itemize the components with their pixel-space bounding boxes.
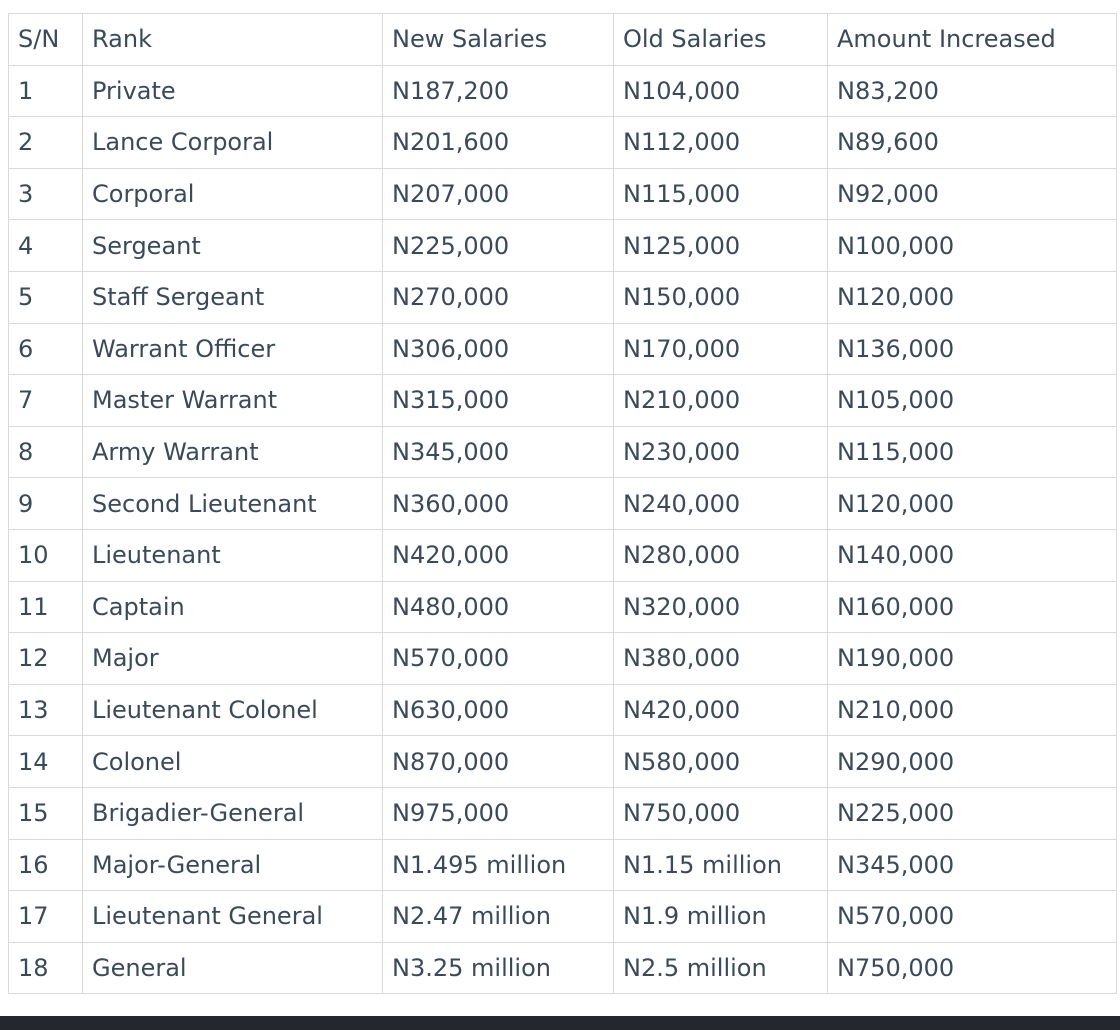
cell-rank: Master Warrant: [83, 375, 383, 427]
cell-rank: General: [83, 942, 383, 994]
cell-amount-increased: N225,000: [828, 787, 1117, 839]
cell-amount-increased: N100,000: [828, 220, 1117, 272]
cell-amount-increased: N89,600: [828, 117, 1117, 169]
cell-sn: 10: [9, 529, 83, 581]
table-row: [9, 736, 1117, 788]
table-row: [9, 942, 1117, 994]
cell-rank: Colonel: [83, 736, 383, 788]
table-body: [9, 65, 1117, 994]
cell-new-salary: N207,000: [383, 168, 614, 220]
cell-new-salary: N480,000: [383, 581, 614, 633]
cell-old-salary: N112,000: [614, 117, 828, 169]
cell-new-salary: N870,000: [383, 736, 614, 788]
cell-sn: 13: [9, 684, 83, 736]
table-header-row: [9, 14, 1117, 66]
cell-sn: 5: [9, 271, 83, 323]
cell-sn: 6: [9, 323, 83, 375]
table-row: [9, 684, 1117, 736]
cell-amount-increased: N92,000: [828, 168, 1117, 220]
table-row: [9, 478, 1117, 530]
cell-new-salary: N201,600: [383, 117, 614, 169]
cell-rank: Major-General: [83, 839, 383, 891]
cell-amount-increased: N345,000: [828, 839, 1117, 891]
table-row: [9, 891, 1117, 943]
cell-old-salary: N125,000: [614, 220, 828, 272]
cell-rank: Staff Sergeant: [83, 271, 383, 323]
table-row: [9, 787, 1117, 839]
cell-old-salary: N2.5 million: [614, 942, 828, 994]
table-row: [9, 65, 1117, 117]
table-row: [9, 220, 1117, 272]
cell-sn: 3: [9, 168, 83, 220]
table-row: [9, 375, 1117, 427]
table-row: [9, 581, 1117, 633]
cell-amount-increased: N570,000: [828, 891, 1117, 943]
cell-rank: Sergeant: [83, 220, 383, 272]
table-row: [9, 323, 1117, 375]
table-row: [9, 426, 1117, 478]
table-row: [9, 529, 1117, 581]
cell-old-salary: N104,000: [614, 65, 828, 117]
cell-old-salary: N115,000: [614, 168, 828, 220]
cell-new-salary: N225,000: [383, 220, 614, 272]
cell-old-salary: N240,000: [614, 478, 828, 530]
cell-new-salary: N306,000: [383, 323, 614, 375]
cell-amount-increased: N105,000: [828, 375, 1117, 427]
table-row: [9, 117, 1117, 169]
cell-amount-increased: N120,000: [828, 271, 1117, 323]
cell-new-salary: N187,200: [383, 65, 614, 117]
cell-sn: 9: [9, 478, 83, 530]
cell-old-salary: N170,000: [614, 323, 828, 375]
cell-amount-increased: N136,000: [828, 323, 1117, 375]
cell-rank: Lance Corporal: [83, 117, 383, 169]
table-row: [9, 271, 1117, 323]
cell-new-salary: N360,000: [383, 478, 614, 530]
cell-sn: 8: [9, 426, 83, 478]
cell-sn: 16: [9, 839, 83, 891]
header-sn: S/N: [9, 14, 83, 66]
cell-new-salary: N315,000: [383, 375, 614, 427]
cell-new-salary: N570,000: [383, 633, 614, 685]
cell-rank: Captain: [83, 581, 383, 633]
header-rank: Rank: [83, 14, 383, 66]
cell-amount-increased: N140,000: [828, 529, 1117, 581]
cell-old-salary: N210,000: [614, 375, 828, 427]
cell-old-salary: N230,000: [614, 426, 828, 478]
cell-new-salary: N345,000: [383, 426, 614, 478]
cell-amount-increased: N83,200: [828, 65, 1117, 117]
cell-sn: 1: [9, 65, 83, 117]
cell-sn: 12: [9, 633, 83, 685]
cell-amount-increased: N115,000: [828, 426, 1117, 478]
table-row: [9, 839, 1117, 891]
header-old-salaries: Old Salaries: [614, 14, 828, 66]
cell-old-salary: N280,000: [614, 529, 828, 581]
cell-new-salary: N270,000: [383, 271, 614, 323]
cell-sn: 11: [9, 581, 83, 633]
cell-sn: 17: [9, 891, 83, 943]
cell-rank: Lieutenant Colonel: [83, 684, 383, 736]
cell-old-salary: N750,000: [614, 787, 828, 839]
cell-rank: Private: [83, 65, 383, 117]
cell-sn: 7: [9, 375, 83, 427]
cell-new-salary: N3.25 million: [383, 942, 614, 994]
cell-sn: 14: [9, 736, 83, 788]
cell-rank: Major: [83, 633, 383, 685]
bottom-bar: [0, 1016, 1120, 1030]
cell-amount-increased: N190,000: [828, 633, 1117, 685]
cell-old-salary: N150,000: [614, 271, 828, 323]
cell-old-salary: N420,000: [614, 684, 828, 736]
cell-new-salary: N1.495 million: [383, 839, 614, 891]
cell-old-salary: N380,000: [614, 633, 828, 685]
cell-old-salary: N580,000: [614, 736, 828, 788]
header-amount-increased: Amount Increased: [828, 14, 1117, 66]
cell-rank: Army Warrant: [83, 426, 383, 478]
table-row: [9, 168, 1117, 220]
cell-rank: Brigadier-General: [83, 787, 383, 839]
cell-old-salary: N1.9 million: [614, 891, 828, 943]
cell-new-salary: N975,000: [383, 787, 614, 839]
cell-amount-increased: N120,000: [828, 478, 1117, 530]
cell-sn: 18: [9, 942, 83, 994]
cell-new-salary: N630,000: [383, 684, 614, 736]
cell-rank: Lieutenant General: [83, 891, 383, 943]
cell-sn: 4: [9, 220, 83, 272]
cell-amount-increased: N160,000: [828, 581, 1117, 633]
table-row: [9, 633, 1117, 685]
cell-new-salary: N2.47 million: [383, 891, 614, 943]
cell-sn: 2: [9, 117, 83, 169]
cell-rank: Second Lieutenant: [83, 478, 383, 530]
cell-old-salary: N320,000: [614, 581, 828, 633]
cell-amount-increased: N210,000: [828, 684, 1117, 736]
cell-sn: 15: [9, 787, 83, 839]
cell-rank: Warrant Officer: [83, 323, 383, 375]
salary-table: [8, 13, 1117, 994]
header-new-salaries: New Salaries: [383, 14, 614, 66]
salary-table-container: [8, 13, 1116, 994]
cell-rank: Corporal: [83, 168, 383, 220]
cell-old-salary: N1.15 million: [614, 839, 828, 891]
cell-amount-increased: N750,000: [828, 942, 1117, 994]
cell-new-salary: N420,000: [383, 529, 614, 581]
cell-amount-increased: N290,000: [828, 736, 1117, 788]
cell-rank: Lieutenant: [83, 529, 383, 581]
